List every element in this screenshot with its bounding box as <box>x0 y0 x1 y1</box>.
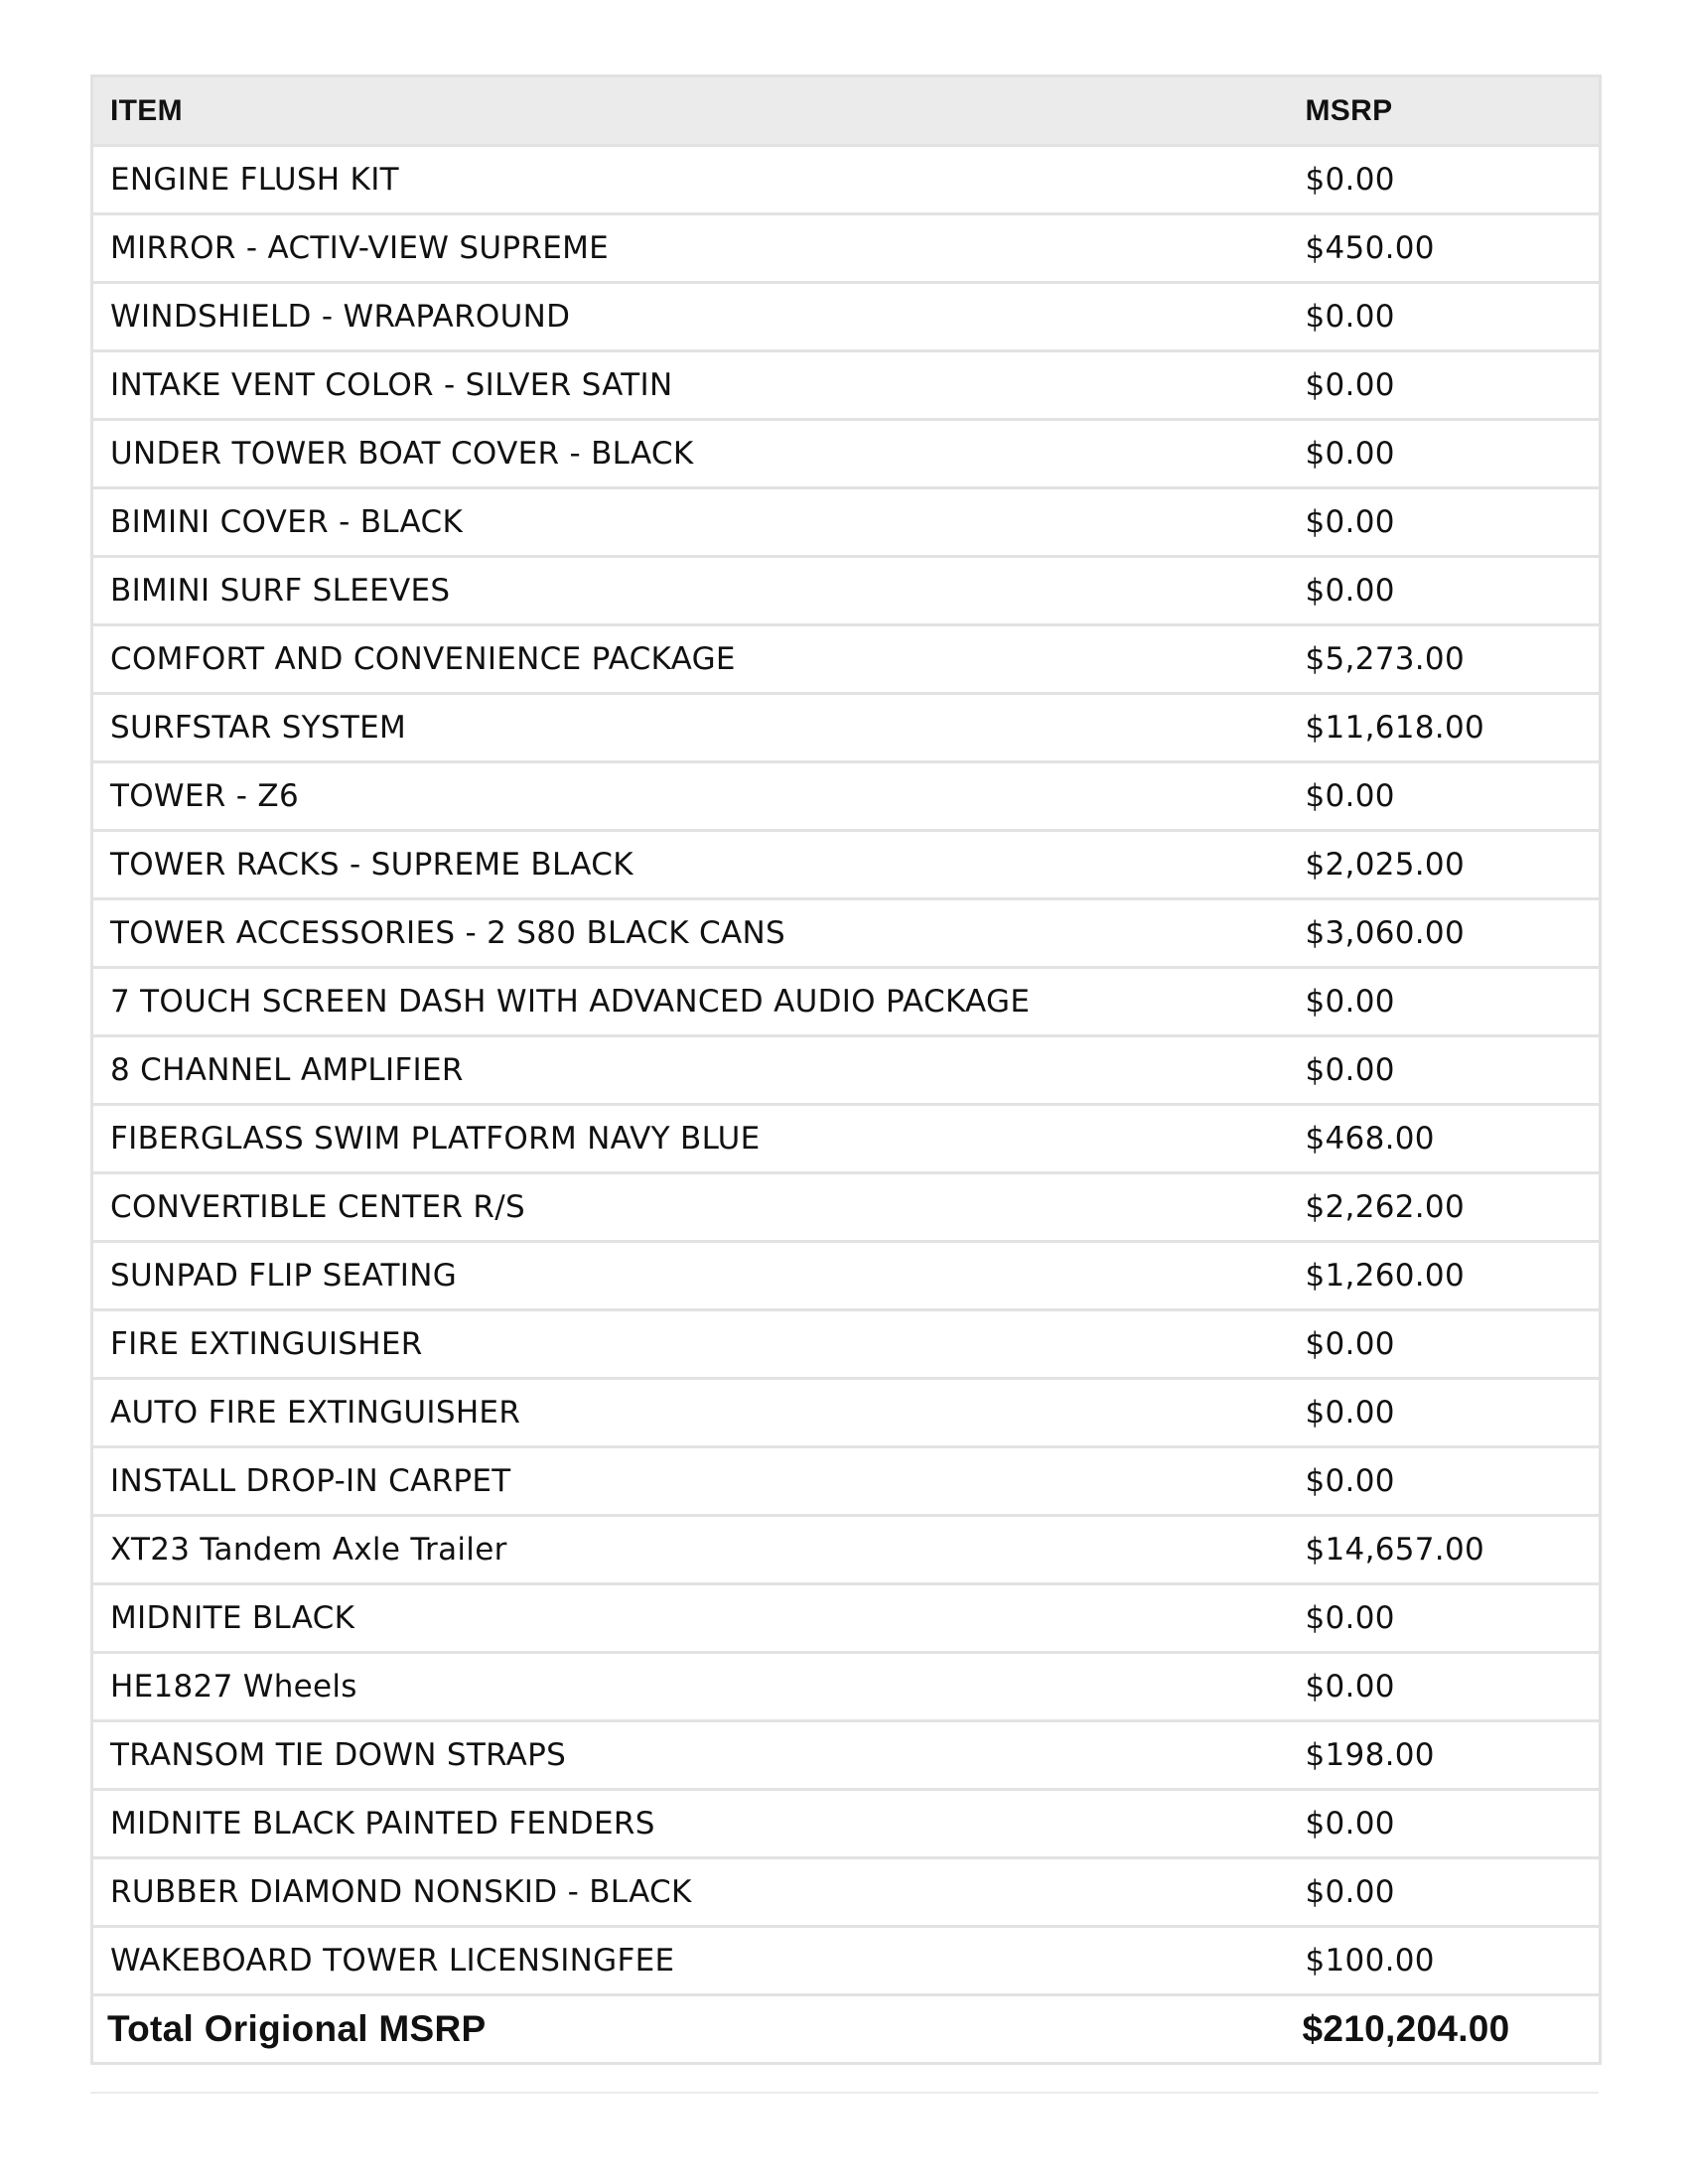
table-row <box>92 762 1601 831</box>
item-cell: TOWER RACKS - SUPREME BLACK <box>92 831 1289 899</box>
item-cell: ENGINE FLUSH KIT <box>92 146 1289 214</box>
item-cell: FIBERGLASS SWIM PLATFORM NAVY BLUE <box>92 1105 1289 1173</box>
msrp-cell: $100.00 <box>1289 1927 1601 1995</box>
msrp-cell: $14,657.00 <box>1289 1516 1601 1584</box>
msrp-cell: $0.00 <box>1289 968 1601 1036</box>
table-row <box>92 283 1601 351</box>
msrp-cell: $468.00 <box>1289 1105 1601 1173</box>
total-row <box>92 1995 1601 2064</box>
table-row <box>92 1858 1601 1927</box>
item-cell: XT23 Tandem Axle Trailer <box>92 1516 1289 1584</box>
msrp-cell: $0.00 <box>1289 1653 1601 1721</box>
msrp-cell: $450.00 <box>1289 214 1601 283</box>
table-row <box>92 1379 1601 1447</box>
item-cell: TRANSOM TIE DOWN STRAPS <box>92 1721 1289 1790</box>
column-header-msrp: MSRP <box>1289 76 1601 146</box>
item-cell: INTAKE VENT COLOR - SILVER SATIN <box>92 351 1289 420</box>
table-row <box>92 488 1601 557</box>
msrp-cell: $0.00 <box>1289 1036 1601 1105</box>
table-row <box>92 1516 1601 1584</box>
table-row <box>92 1584 1601 1653</box>
msrp-cell: $3,060.00 <box>1289 899 1601 968</box>
msrp-cell: $0.00 <box>1289 146 1601 214</box>
msrp-table <box>90 74 1602 2065</box>
msrp-cell: $1,260.00 <box>1289 1242 1601 1310</box>
msrp-cell: $0.00 <box>1289 762 1601 831</box>
table-row <box>92 1653 1601 1721</box>
item-cell: TOWER - Z6 <box>92 762 1289 831</box>
table-row <box>92 625 1601 694</box>
msrp-cell: $0.00 <box>1289 1447 1601 1516</box>
table-row <box>92 1105 1601 1173</box>
item-cell: 8 CHANNEL AMPLIFIER <box>92 1036 1289 1105</box>
msrp-cell: $0.00 <box>1289 420 1601 488</box>
msrp-cell: $0.00 <box>1289 283 1601 351</box>
item-cell: WAKEBOARD TOWER LICENSINGFEE <box>92 1927 1289 1995</box>
table-row <box>92 214 1601 283</box>
table-row <box>92 1447 1601 1516</box>
page-divider <box>90 2092 1599 2094</box>
item-cell: HE1827 Wheels <box>92 1653 1289 1721</box>
table-row <box>92 351 1601 420</box>
table-row <box>92 1242 1601 1310</box>
item-cell: BIMINI COVER - BLACK <box>92 488 1289 557</box>
item-cell: SUNPAD FLIP SEATING <box>92 1242 1289 1310</box>
table-row <box>92 1927 1601 1995</box>
table-row <box>92 694 1601 762</box>
msrp-cell: $198.00 <box>1289 1721 1601 1790</box>
item-cell: INSTALL DROP-IN CARPET <box>92 1447 1289 1516</box>
item-cell: 7 TOUCH SCREEN DASH WITH ADVANCED AUDIO PACKAGE <box>92 968 1289 1036</box>
table-header-row <box>92 76 1601 146</box>
column-header-item: ITEM <box>92 76 1289 146</box>
table-row <box>92 1721 1601 1790</box>
item-cell: BIMINI SURF SLEEVES <box>92 557 1289 625</box>
total-label: Total Origional MSRP <box>107 2008 487 2049</box>
msrp-cell: $2,025.00 <box>1289 831 1601 899</box>
item-cell: MIRROR - ACTIV-VIEW SUPREME <box>92 214 1289 283</box>
msrp-cell: $11,618.00 <box>1289 694 1601 762</box>
total-value: $210,204.00 <box>1302 2008 1510 2049</box>
msrp-cell: $0.00 <box>1289 1310 1601 1379</box>
msrp-cell: $0.00 <box>1289 351 1601 420</box>
table-row <box>92 146 1601 214</box>
item-cell: COMFORT AND CONVENIENCE PACKAGE <box>92 625 1289 694</box>
table-row <box>92 968 1601 1036</box>
msrp-cell: $0.00 <box>1289 1858 1601 1927</box>
msrp-cell: $5,273.00 <box>1289 625 1601 694</box>
item-cell: MIDNITE BLACK PAINTED FENDERS <box>92 1790 1289 1858</box>
msrp-cell: $2,262.00 <box>1289 1173 1601 1242</box>
msrp-cell: $0.00 <box>1289 488 1601 557</box>
msrp-cell: $0.00 <box>1289 1379 1601 1447</box>
item-cell: AUTO FIRE EXTINGUISHER <box>92 1379 1289 1447</box>
item-cell: UNDER TOWER BOAT COVER - BLACK <box>92 420 1289 488</box>
table-row <box>92 831 1601 899</box>
item-cell: WINDSHIELD - WRAPAROUND <box>92 283 1289 351</box>
item-cell: CONVERTIBLE CENTER R/S <box>92 1173 1289 1242</box>
item-cell: MIDNITE BLACK <box>92 1584 1289 1653</box>
table-body <box>92 146 1601 1995</box>
table-row <box>92 899 1601 968</box>
item-cell: TOWER ACCESSORIES - 2 S80 BLACK CANS <box>92 899 1289 968</box>
table-row <box>92 1173 1601 1242</box>
table-row <box>92 1036 1601 1105</box>
item-cell: RUBBER DIAMOND NONSKID - BLACK <box>92 1858 1289 1927</box>
table-row <box>92 1790 1601 1858</box>
msrp-cell: $0.00 <box>1289 1790 1601 1858</box>
item-cell: SURFSTAR SYSTEM <box>92 694 1289 762</box>
table-row <box>92 420 1601 488</box>
table-row <box>92 557 1601 625</box>
msrp-cell: $0.00 <box>1289 557 1601 625</box>
table-row <box>92 1310 1601 1379</box>
msrp-cell: $0.00 <box>1289 1584 1601 1653</box>
item-cell: FIRE EXTINGUISHER <box>92 1310 1289 1379</box>
